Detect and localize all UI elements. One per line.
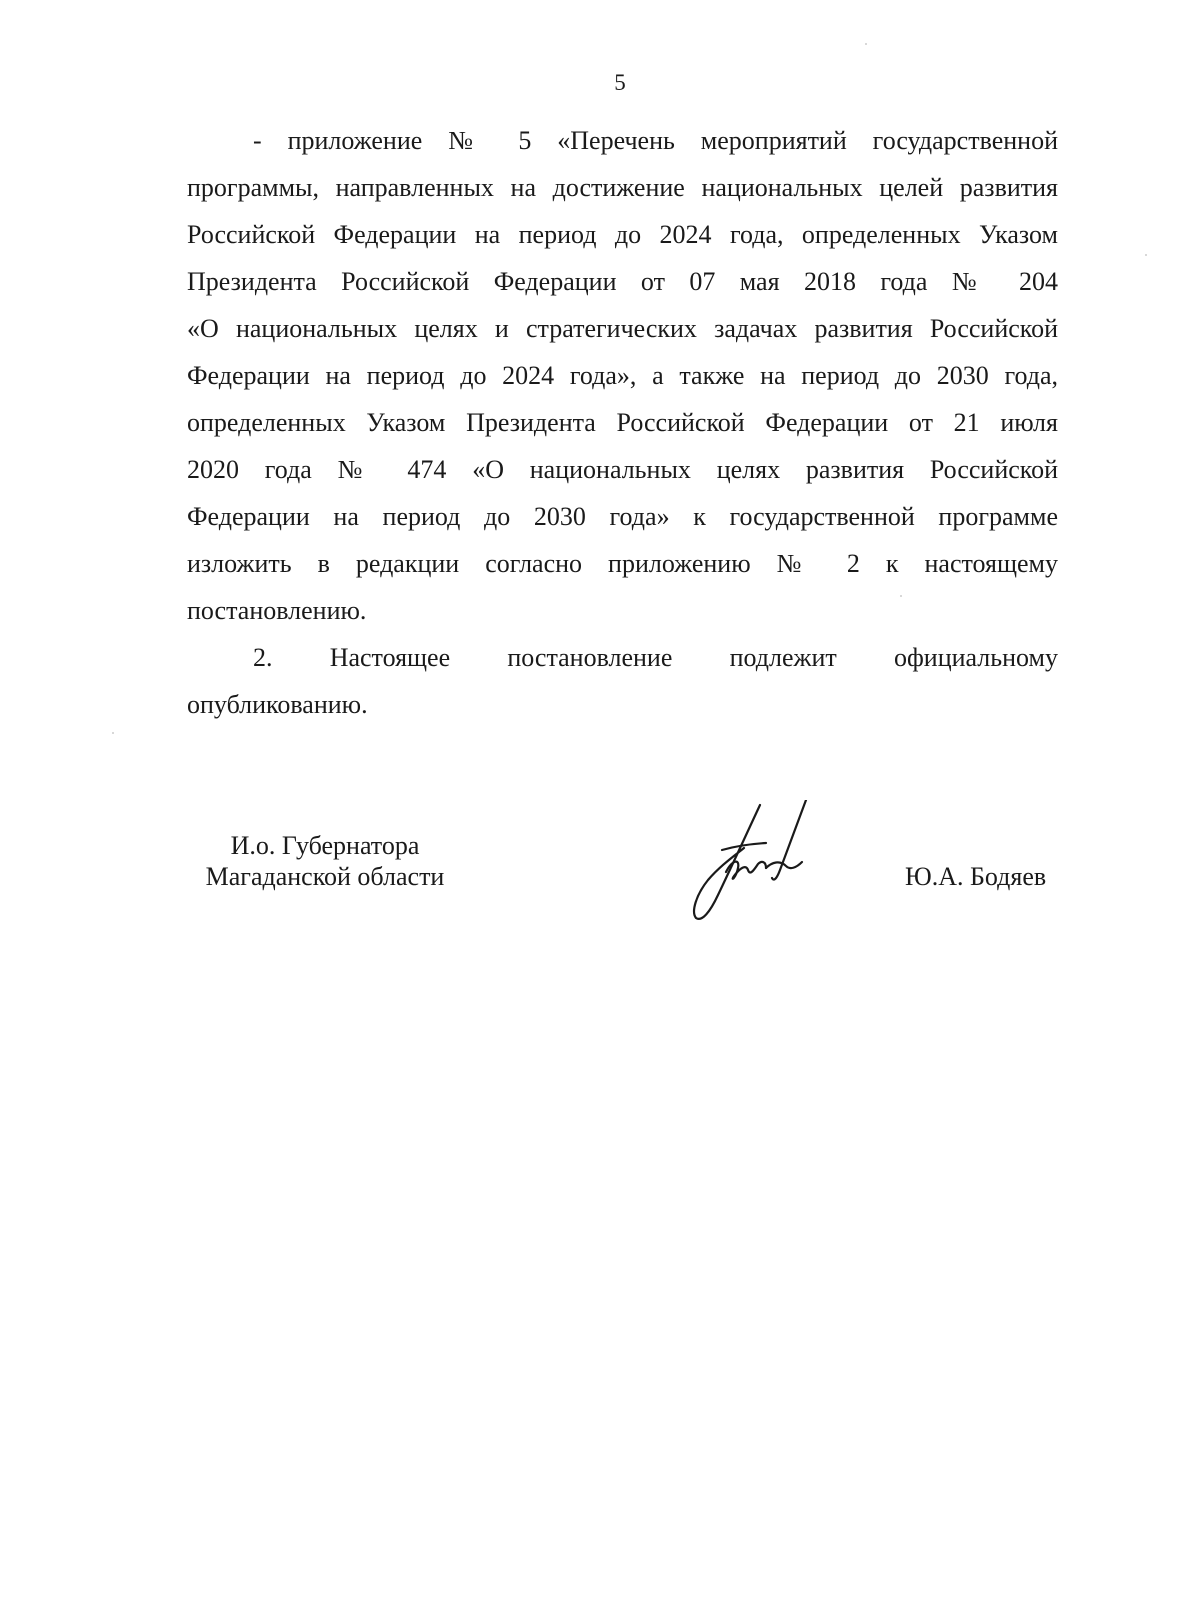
signer-position	[190, 830, 460, 892]
paragraph-1-line-2: программы, направленных на достижение национальных целей развития	[187, 173, 1058, 202]
paragraph-1-line-4: Президента Российской Федерации от 07 мая 2018 года № 204	[187, 267, 1058, 296]
handwritten-signature	[688, 800, 838, 925]
scan-speck	[900, 595, 902, 597]
paragraph-1-line-1: - приложение № 5 «Перечень мероприятий государственной	[253, 126, 1058, 155]
page-number: 5	[614, 70, 626, 95]
paragraph-1-line-5: «О национальных целях и стратегических задачах развития Российской	[187, 314, 1058, 343]
paragraph-1-line-6: Федерации на период до 2024 года», а также на период до 2030 года,	[187, 361, 1058, 390]
paragraph-1-line-7: определенных Указом Президента Российской Федерации от 21 июля	[187, 408, 1058, 437]
paragraph-1-line-11: постановлению.	[187, 596, 367, 625]
signature-block	[0, 830, 1200, 930]
paragraph-1-line-3: Российской Федерации на период до 2024 года, определенных Указом	[187, 220, 1058, 249]
signer-position-line-1: И.о. Губернатора	[230, 831, 420, 860]
paragraph-1-line-8: 2020 года № 474 «О национальных целях развития Российской	[187, 455, 1058, 484]
scan-speck	[1145, 254, 1147, 256]
paragraph-2-line-1: 2. Настоящее постановление подлежит официальному	[253, 643, 1058, 672]
scan-speck	[112, 732, 114, 734]
scan-speck	[865, 43, 867, 45]
paragraph-2-line-2: опубликованию.	[187, 690, 368, 719]
signer-name: Ю.А. Бодяев	[905, 862, 1047, 891]
signer-position-line-2: Магаданской области	[205, 862, 445, 891]
document-body	[187, 117, 1058, 728]
paragraph-1-line-9: Федерации на период до 2030 года» к государственной программе	[187, 502, 1058, 531]
paragraph-1-line-10: изложить в редакции согласно приложению № 2 к настоящему	[187, 549, 1058, 578]
